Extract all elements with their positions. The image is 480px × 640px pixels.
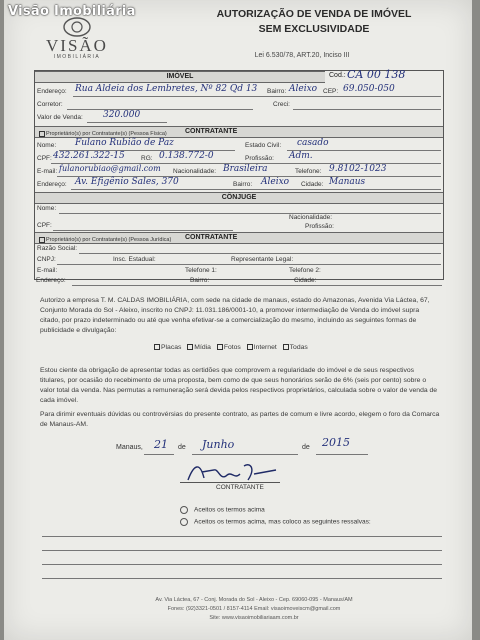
nome-label: Nome: (37, 142, 57, 149)
estado-civil-label: Estado Civil: (245, 142, 282, 149)
bairro-pf-value: Aleixo (261, 177, 290, 187)
bairro-value: Aleixo (289, 84, 318, 94)
accept-option-1[interactable]: Aceitos os termos acima (180, 506, 265, 514)
cod-label: Cod.: (329, 72, 346, 79)
checkbox-icon (283, 344, 289, 350)
telefone-value: 9.8102-1023 (329, 164, 387, 174)
date-de-1: de (178, 444, 186, 451)
date-month: Junho (202, 438, 235, 451)
email-pj-label: E-mail: (37, 267, 58, 274)
document-page (4, 0, 472, 640)
date-de-2: de (302, 444, 310, 451)
cod-value: CA 00 138 (347, 68, 406, 81)
option-todas[interactable]: Todas (283, 344, 308, 351)
logo-name: VISÃO (46, 36, 108, 55)
imovel-section-header: IMÓVEL (35, 71, 325, 83)
checkbox-icon (247, 344, 253, 350)
valor-value: 320.000 (103, 110, 141, 120)
creci-label: Creci: (273, 101, 290, 108)
date-city: Manaus, (116, 444, 143, 451)
telefone2-label: Telefone 2: (289, 267, 321, 274)
watermark: Visão Imobiliária (8, 4, 136, 19)
signature-line (180, 482, 280, 483)
pj-checkbox-icon (39, 237, 45, 243)
logo (42, 16, 112, 60)
profissao-label: Profissão: (245, 155, 274, 162)
nacionalidade-label: Nacionalidade: (173, 168, 217, 175)
pj-checkbox[interactable]: Proprietário(s) por Contratante(s) (Pessoa Jurídica) (39, 235, 171, 245)
logo-subtitle: IMOBILIÁRIA (53, 54, 101, 60)
option-fotos[interactable]: Fotos (217, 344, 241, 351)
document-subtitle: SEM EXCLUSIVIDADE (258, 23, 370, 35)
footer-contacts: Fones: (92)3321-0501 / 8157-4114 Email: visaoimoveiscm@gmail.com (167, 606, 341, 612)
telefone-label: Telefone: (295, 168, 322, 175)
checkbox-icon (154, 344, 160, 350)
insc-estadual-label: Insc. Estadual: (113, 256, 156, 263)
conjuge-nome-label: Nome: (37, 205, 57, 212)
publicity-options (154, 344, 312, 351)
signature-label: CONTRATANTE (216, 484, 264, 491)
conjuge-section-header: CÔNJUGE (35, 192, 443, 204)
logo-emblem-icon (62, 16, 92, 38)
endereco-pf-label: Endereço: (37, 181, 67, 188)
footer-site: Site: www.visaoimobiliariaam.com.br (209, 615, 299, 621)
option-placas[interactable]: Placas (154, 344, 181, 351)
property-form (34, 70, 444, 280)
email-label: E-mail: (37, 168, 58, 175)
cidade-pf-label: Cidade: (301, 181, 324, 188)
bairro-pj-label: Bairro: (190, 277, 210, 284)
radio-icon (180, 518, 188, 526)
cidade-pj-label: Cidade: (294, 277, 317, 284)
contratante-section-header: Proprietário(s) por Contratante(s) (Pessoa Física) CONTRATANTE (35, 126, 443, 138)
corretor-label: Corretor: (37, 101, 63, 108)
cnpj-label: CNPJ: (37, 256, 56, 263)
endereco-pj-label: Endereço: (36, 277, 66, 284)
pj-section-header: Proprietário(s) por Contratante(s) (Pessoa Jurídica) CONTRATANTE (35, 232, 443, 244)
cidade-pf-value: Manaus (329, 177, 366, 187)
option-midia[interactable]: Mídia (187, 344, 211, 351)
pf-checkbox-icon (39, 131, 45, 137)
conjuge-nacionalidade-label: Nacionalidade: (289, 214, 333, 221)
date-day: 21 (154, 438, 168, 451)
cpf-label: CPF: (37, 155, 52, 162)
cep-value: 69.050-050 (343, 84, 395, 94)
nome-value: Fulano Rubião de Paz (75, 138, 174, 148)
law-reference: Lei 6.530/78, ART.20, Inciso III (254, 52, 350, 59)
razao-social-label: Razão Social: (37, 245, 78, 252)
cpf-value: 432.261.322-15 (53, 151, 125, 161)
bairro-label: Bairro: (267, 88, 287, 95)
email-value: fulanorubiao@gmail.com (59, 164, 161, 173)
checkbox-icon (187, 344, 193, 350)
pf-checkbox[interactable]: Proprietário(s) por Contratante(s) (Pessoa Física) (39, 129, 167, 139)
telefone1-label: Telefone 1: (185, 267, 217, 274)
radio-icon (180, 506, 188, 514)
document-title: AUTORIZAÇÃO DE VENDA DE IMÓVEL (216, 8, 412, 20)
endereco-label: Endereço: (37, 88, 67, 95)
endereco-pf-value: Av. Efigênio Sales, 370 (75, 177, 179, 187)
conjuge-cpf-label: CPF: (37, 222, 52, 229)
conjuge-profissao-label: Profissão: (305, 223, 334, 230)
estado-civil-value: casado (297, 138, 329, 148)
authorization-paragraph: Autorizo a empresa T. M. CALDAS IMOBILIÁRIA, com sede na cidade de manaus, estado do Amazonas, Avenida Via Láctea, 67, Conjunto Morada do Sol - Aleixo, inscrito no CNPJ: 11.031.186/0001-10, a promover intermediação de Venda do imóvel supra citado, por prazo indeterminado ou até que venha efetivar-se a comercialização do mesmo, incluindo as seguintes formas de publicidade e divulgação: (40, 297, 430, 334)
representante-label: Representante Legal: (231, 256, 294, 263)
accept-option-2[interactable]: Aceitos os termos acima, mas coloco as seguintes ressalvas: (180, 518, 371, 526)
cep-label: CEP: (323, 88, 339, 95)
valor-label: Valor de Venda: (37, 114, 83, 121)
jurisdiction-paragraph: Para dirimir eventuais dúvidas ou controvérsias do presente contrato, as partes de comum e livre acordo, elegem o foro da Comarca de Manaus-AM. (40, 411, 440, 428)
date-year: 2015 (322, 436, 350, 449)
option-internet[interactable]: Internet (247, 344, 277, 351)
checkbox-icon (217, 344, 223, 350)
endereco-value: Rua Aldeia dos Lembretes, Nº 82 Qd 13 (75, 84, 258, 94)
nacionalidade-value: Brasileira (223, 164, 268, 174)
footer-address: Av. Via Láctea, 67 - Conj. Morada do Sol - Aleixo - Cep. 69060-095 - Manaus/AM (155, 597, 353, 603)
bairro-pf-label: Bairro: (233, 181, 253, 188)
obligation-paragraph: Estou ciente da obrigação de apresentar todas as certidões que comprovem a regularidade do imóvel e de seus respectivos titulares, por ocasião do recebimento de uma proposta, bem como de que seus honorários serão de 6% (seis por cento) sobre o valor total da venda. Nas permutas a remuneração será devida pelos respectivos proprietários, calculada sobre o valor de venda de cada imóvel. (40, 367, 438, 404)
profissao-value: Adm. (289, 151, 313, 161)
rg-value: 0.138.772-0 (159, 151, 214, 161)
rg-label: RG: (141, 155, 153, 162)
